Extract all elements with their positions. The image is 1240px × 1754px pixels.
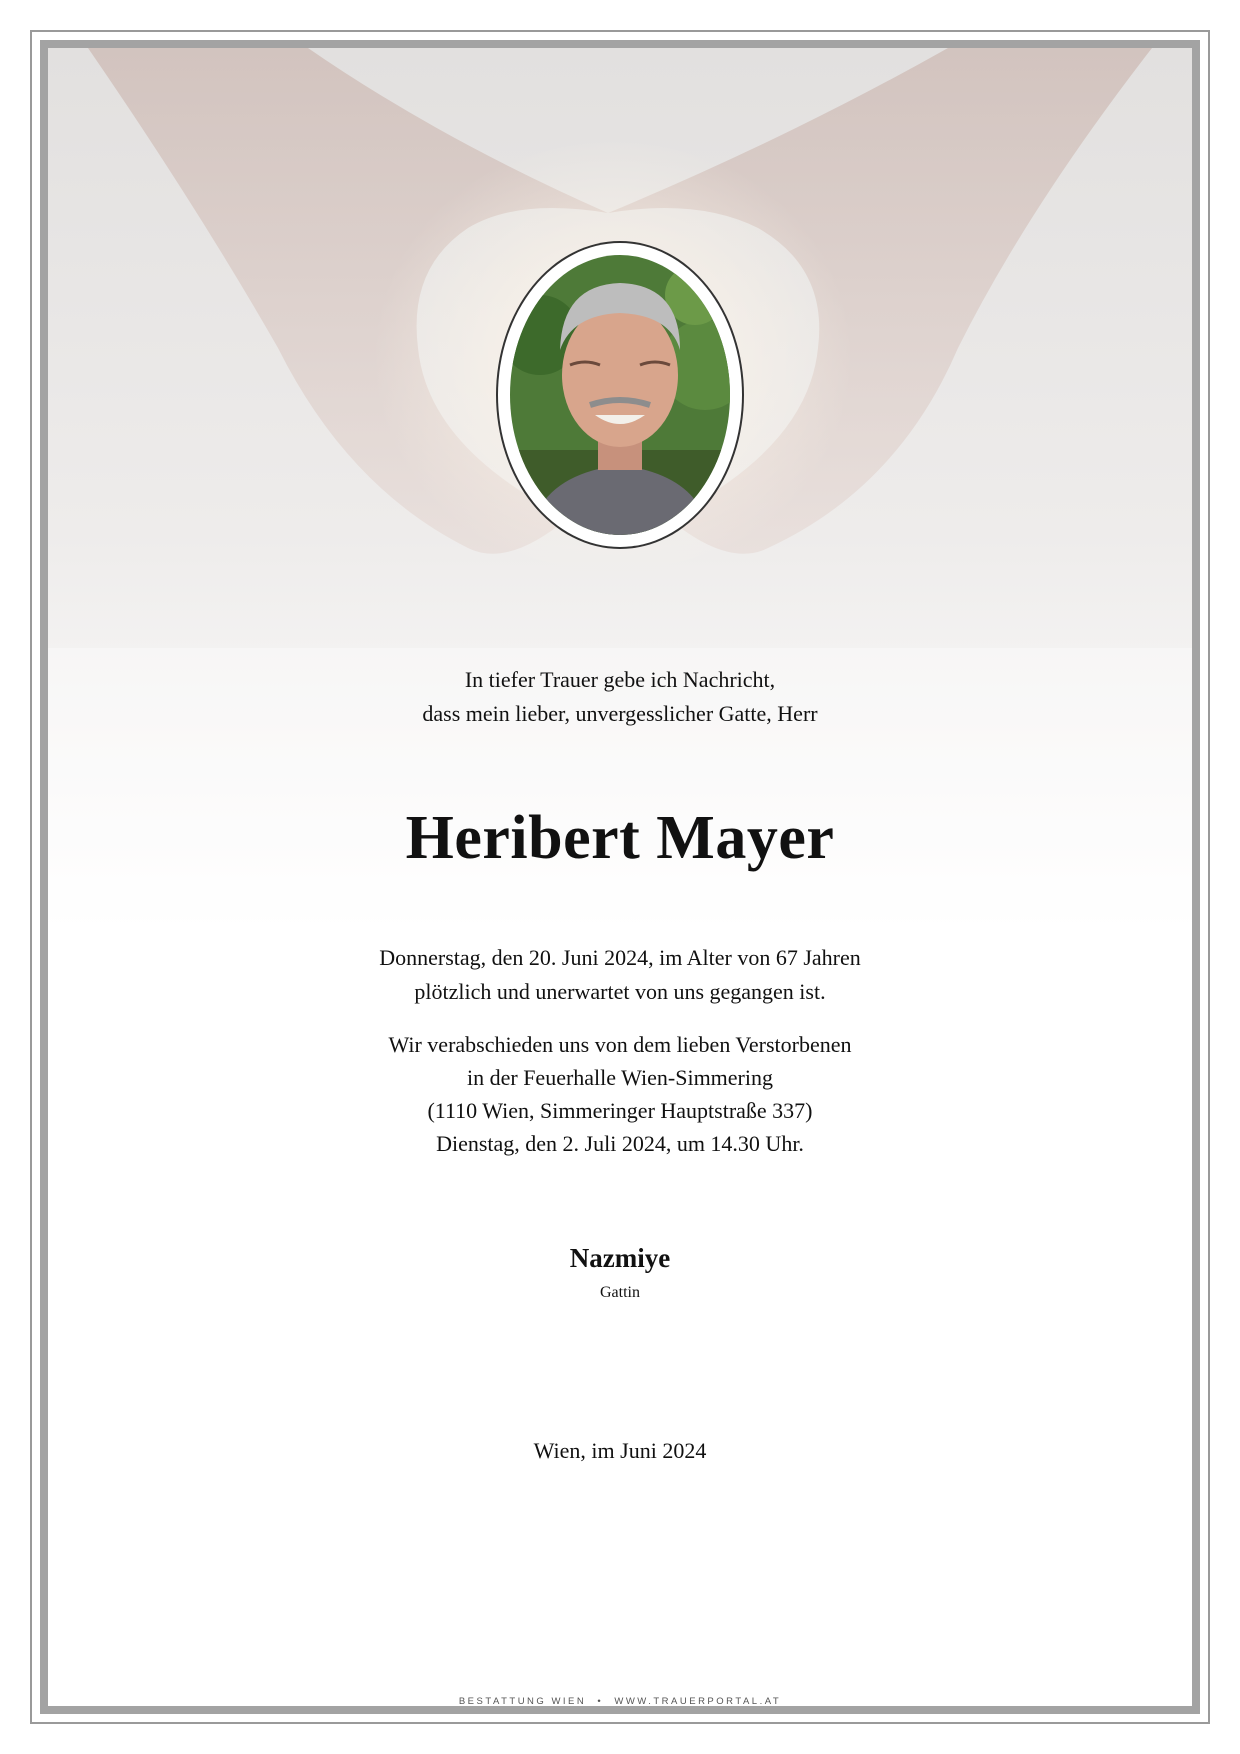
farewell-details xyxy=(48,1028,1192,1160)
intro-line: dass mein lieber, unvergesslicher Gatte, Herr xyxy=(422,701,818,726)
footer-funeral-home: BESTATTUNG WIEN xyxy=(458,1696,587,1707)
intro-line: In tiefer Trauer gebe ich Nachricht, xyxy=(464,667,776,692)
person-portrait-photo xyxy=(510,255,730,535)
footer-separator: • xyxy=(597,1696,604,1707)
footer-website-link[interactable]: WWW.TRAUERPORTAL.AT xyxy=(614,1696,782,1707)
death-notice xyxy=(48,941,1192,1009)
farewell-line: (1110 Wien, Simmeringer Hauptstraße 337) xyxy=(427,1098,813,1123)
signatory-role: Gattin xyxy=(600,1284,640,1301)
notice-card xyxy=(40,40,1200,1714)
death-notice-line: plötzlich und unerwartet von uns gegangen ist. xyxy=(414,979,826,1004)
place-date: Wien, im Juni 2024 xyxy=(533,1438,707,1463)
farewell-line: in der Feuerhalle Wien-Simmering xyxy=(466,1065,773,1090)
deceased-name: Heribert Mayer xyxy=(405,804,835,872)
farewell-line: Wir verabschieden uns von dem lieben Verstorbenen xyxy=(388,1032,852,1057)
intro-text xyxy=(48,663,1192,731)
death-notice-line: Donnerstag, den 20. Juni 2024, im Alter von 67 Jahren xyxy=(379,945,861,970)
farewell-line: Dienstag, den 2. Juli 2024, um 14.30 Uhr. xyxy=(436,1131,804,1156)
footer xyxy=(48,1696,1192,1707)
signatory-name: Nazmiye xyxy=(569,1243,671,1273)
